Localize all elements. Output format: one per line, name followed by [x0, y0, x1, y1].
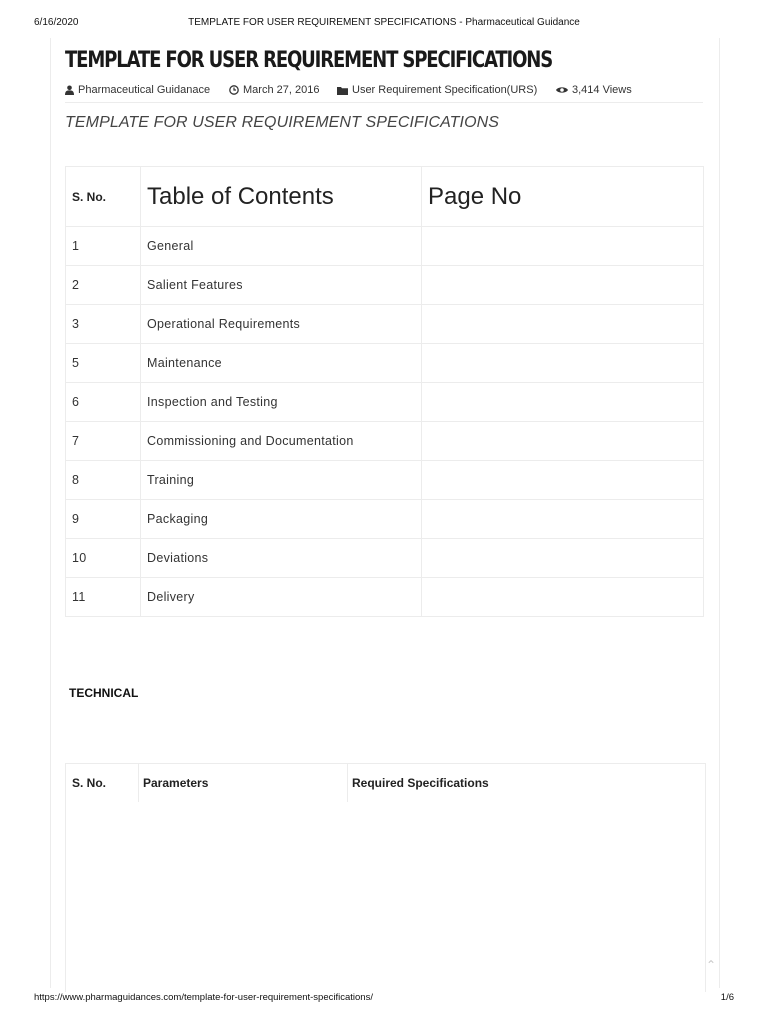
toc-page: [422, 422, 704, 461]
print-page-number: 1/6: [720, 992, 734, 1003]
toc-page: [422, 578, 704, 617]
table-row: [66, 500, 704, 539]
post-title: TEMPLATE FOR USER REQUIREMENT SPECIFICATIONS: [65, 48, 553, 73]
toc-header-sno: S. No.: [66, 167, 141, 227]
toc-content: Maintenance: [141, 344, 422, 383]
toc-sno: 10: [66, 539, 141, 578]
tech-header-required: Required Specifications: [352, 776, 489, 790]
toc-sno: 1: [66, 227, 141, 266]
technical-heading: TECHNICAL: [69, 686, 139, 700]
meta-author[interactable]: [65, 84, 210, 96]
print-date: 6/16/2020: [34, 17, 79, 28]
toc-page: [422, 539, 704, 578]
tech-col-divider: [138, 764, 139, 802]
scroll-top-chevron-icon[interactable]: ⌃: [705, 958, 717, 972]
print-footer: [34, 992, 734, 1006]
eye-icon: [556, 86, 568, 94]
toc-sno: 8: [66, 461, 141, 500]
toc-sno: 6: [66, 383, 141, 422]
table-row: [66, 383, 704, 422]
technical-table: [65, 763, 706, 992]
table-row: [66, 422, 704, 461]
toc-content: Training: [141, 461, 422, 500]
toc-page: [422, 500, 704, 539]
meta-date-text: March 27, 2016: [243, 84, 320, 96]
toc-page: [422, 344, 704, 383]
toc-content: Deviations: [141, 539, 422, 578]
meta-author-text: Pharmaceutical Guidanace: [78, 84, 211, 96]
clock-icon: [229, 85, 239, 95]
table-row: [66, 305, 704, 344]
toc-content: Operational Requirements: [141, 305, 422, 344]
tech-header-parameters: Parameters: [143, 776, 209, 790]
print-title: TEMPLATE FOR USER REQUIREMENT SPECIFICATIONS - Pharmaceutical Guidance: [188, 17, 580, 28]
table-row: [66, 266, 704, 305]
user-icon: [65, 85, 74, 95]
table-row: [66, 344, 704, 383]
table-row: [66, 539, 704, 578]
post-subtitle: TEMPLATE FOR USER REQUIREMENT SPECIFICATIONS: [65, 114, 500, 131]
toc-header-row: [66, 167, 704, 227]
meta-date: [229, 84, 319, 96]
toc-page: [422, 383, 704, 422]
toc-content: Delivery: [141, 578, 422, 617]
toc-content: Packaging: [141, 500, 422, 539]
toc-page: [422, 305, 704, 344]
toc-content: General: [141, 227, 422, 266]
toc-header-page: Page No: [422, 167, 704, 227]
toc-content: Commissioning and Documentation: [141, 422, 422, 461]
table-row: [66, 227, 704, 266]
toc-header-contents: Table of Contents: [141, 167, 422, 227]
toc-page: [422, 227, 704, 266]
print-url: https://www.pharmaguidances.com/template-for-user-requirement-specifications/: [34, 992, 373, 1003]
folder-icon: [337, 86, 348, 95]
meta-category-text: User Requirement Specification(URS): [352, 84, 538, 96]
toc-table: [65, 166, 704, 617]
table-row: [66, 461, 704, 500]
toc-sno: 7: [66, 422, 141, 461]
toc-page: [422, 266, 704, 305]
meta-views: [556, 84, 632, 96]
toc-content: Salient Features: [141, 266, 422, 305]
toc-sno: 2: [66, 266, 141, 305]
meta-category[interactable]: [337, 84, 537, 96]
tech-col-divider: [347, 764, 348, 802]
toc-sno: 5: [66, 344, 141, 383]
toc-sno: 3: [66, 305, 141, 344]
toc-sno: 11: [66, 578, 141, 617]
post-meta: [65, 84, 703, 103]
toc-page: [422, 461, 704, 500]
tech-header-sno: S. No.: [72, 776, 107, 790]
toc-sno: 9: [66, 500, 141, 539]
table-row: [66, 578, 704, 617]
print-header: [34, 17, 734, 31]
toc-content: Inspection and Testing: [141, 383, 422, 422]
meta-views-text: 3,414 Views: [572, 84, 632, 96]
